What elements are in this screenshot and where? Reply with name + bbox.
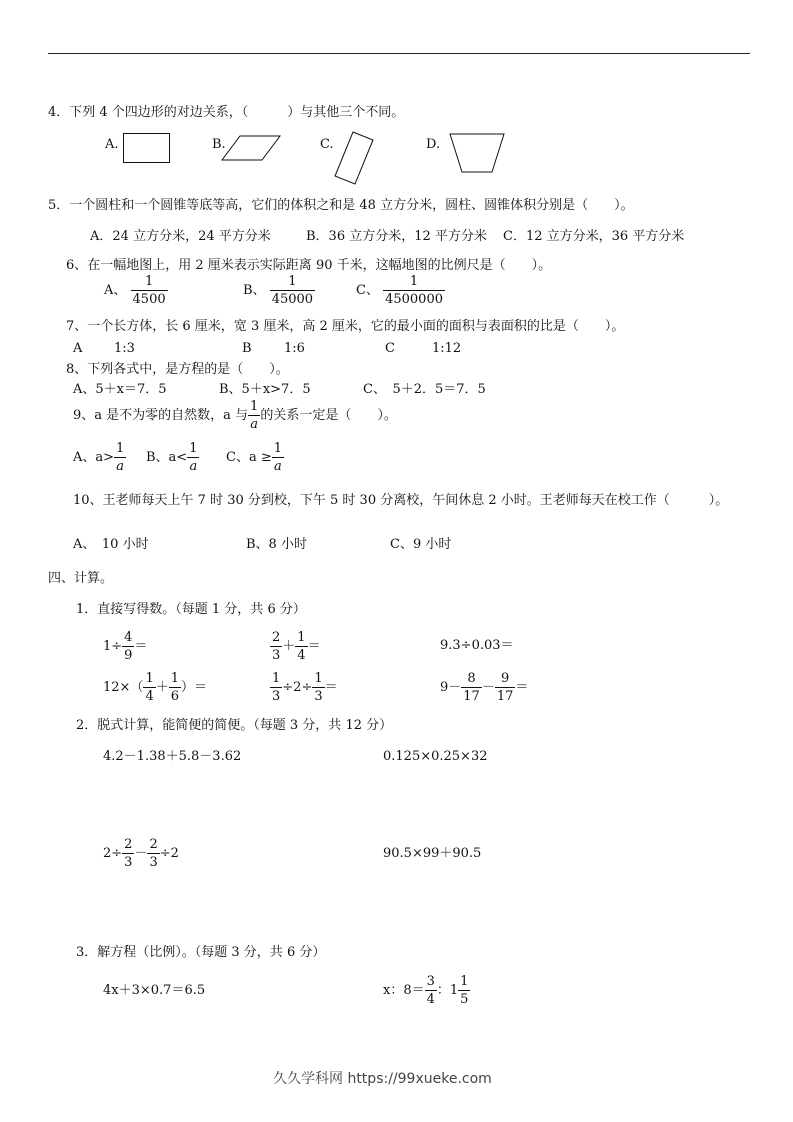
calc1-e5-num2: 1 xyxy=(314,671,323,686)
calc2-e3-den1: 3 xyxy=(124,855,133,870)
subsection-2-title: 2．脱式计算，能简便的简便。（每题 3 分，共 12 分） xyxy=(76,718,393,733)
calc2-expr-1: 4.2－1.38＋5.8－3.62 xyxy=(103,749,242,764)
q6-option-b xyxy=(243,275,315,306)
calc1-e6-den1: 17 xyxy=(463,689,480,704)
q7-c-value: 1:12 xyxy=(432,341,462,356)
calc1-e2-den1: 3 xyxy=(272,648,281,663)
calc1-e6-fraction-1 xyxy=(461,672,482,703)
calc1-e4-op: ＋ xyxy=(155,680,169,695)
calc1-e6-pre: 9－ xyxy=(440,680,462,695)
q10-option-c: C、9 小时 xyxy=(390,537,452,552)
q6-b-den: 45000 xyxy=(271,292,314,307)
calc1-e4-den2: 6 xyxy=(170,689,180,704)
q9-b-label: B、a< xyxy=(146,450,188,465)
q9-option-c xyxy=(226,442,284,473)
q9-num: 1 xyxy=(250,399,259,414)
calc1-e6-post: ＝ xyxy=(515,680,529,695)
calc1-expr-5 xyxy=(270,672,338,703)
calc1-e2-fraction-2 xyxy=(295,631,307,662)
calc3-e2-fraction-1 xyxy=(425,975,437,1006)
calc2-e3-num1: 2 xyxy=(124,837,133,852)
q4-option-c: C. xyxy=(320,137,334,152)
calc1-e5-mid: ÷2÷ xyxy=(282,680,313,695)
calc3-e2-num2: 1 xyxy=(460,974,469,989)
calc1-e5-den1: 3 xyxy=(272,689,281,704)
q6-option-a xyxy=(104,275,168,306)
section-four-title: 四、计算。 xyxy=(48,571,114,586)
q6-b-label: B、 xyxy=(243,283,266,298)
calc1-e6-op: － xyxy=(481,680,495,695)
calc2-e3-num2: 2 xyxy=(149,837,158,852)
calc1-e5-fraction-2 xyxy=(312,672,324,703)
q5-option-a: A．24 立方分米，24 平方分米 xyxy=(90,229,271,244)
q9-b-num: 1 xyxy=(189,441,198,456)
q6-c-label: C、 xyxy=(356,283,379,298)
q8-option-c: C、 5＋2．5＝7．5 xyxy=(363,382,486,397)
calc2-e3-post: ÷2 xyxy=(159,846,179,861)
calc1-e4-fraction-1 xyxy=(143,672,155,703)
q9-text xyxy=(73,400,397,431)
q6-a-num: 1 xyxy=(131,275,168,291)
q6-text: 6、在一幅地图上，用 2 厘米表示实际距离 90 千米，这幅地图的比例尺是（ ）。 xyxy=(66,258,552,273)
q7-c-label: C xyxy=(385,341,395,356)
q7-b-label: B xyxy=(242,341,252,356)
parallelogram-shape xyxy=(220,134,282,162)
q7-text: 7、一个长方体，长 6 厘米，宽 3 厘米，高 2 厘米，它的最小面的面积与表面积的比是（ ）。 xyxy=(66,319,625,334)
calc1-e4-pre: 12×（ xyxy=(103,680,144,695)
q8-option-a: A、5＋x＝7．5 xyxy=(73,382,167,397)
calc1-e6-num2: 9 xyxy=(495,672,516,688)
q9-fraction xyxy=(248,400,260,431)
calc1-e1-den: 9 xyxy=(124,648,133,663)
calc1-e4-post: ）＝ xyxy=(181,680,208,695)
q9-c-fraction xyxy=(272,442,284,473)
q10-text: 10、王老师每天上午 7 时 30 分到校，下午 5 时 30 分离校，午间休息 2 小时。王老师每天在校工作（ ）。 xyxy=(73,493,729,508)
calc1-e2-num1: 2 xyxy=(272,630,281,645)
q6-a-den: 4500 xyxy=(132,292,166,307)
q8-option-b: B、5＋x>7．5 xyxy=(219,382,311,397)
q9-option-b xyxy=(146,442,199,473)
q5-option-c: C．12 立方分米，36 平方分米 xyxy=(503,229,685,244)
q10-option-b: B、8 小时 xyxy=(246,537,307,552)
q4-text: 4．下列 4 个四边形的对边关系，（ ）与其他三个不同。 xyxy=(48,105,405,120)
calc3-expr-2 xyxy=(383,975,470,1006)
calc1-expr-2 xyxy=(270,631,321,662)
q7-a-label: A xyxy=(73,341,83,356)
calc1-e2-num2: 1 xyxy=(297,630,306,645)
q5-text: 5．一个圆柱和一个圆锥等底等高，它们的体积之和是 48 立方分米，圆柱、圆锥体积分别是（ ）。 xyxy=(48,198,634,213)
q4-option-b: B. xyxy=(212,137,226,152)
calc3-e2-fraction-2 xyxy=(458,975,470,1006)
calc1-e4-den1: 4 xyxy=(145,689,154,704)
calc2-e3-fraction-2 xyxy=(147,838,159,869)
q9-a-fraction xyxy=(114,442,126,473)
q9-a-num: 1 xyxy=(116,441,125,456)
calc3-e2-den1: 4 xyxy=(426,992,435,1007)
calc1-expr-1 xyxy=(103,631,147,662)
calc1-e1-num: 4 xyxy=(124,630,133,645)
q7-b-value: 1:6 xyxy=(284,341,305,356)
calc1-e2-den2: 4 xyxy=(297,648,306,663)
q6-c-fraction xyxy=(383,275,445,306)
calc1-e5-fraction-1 xyxy=(270,672,282,703)
subsection-3-title: 3．解方程（比例）。（每题 3 分，共 6 分） xyxy=(76,945,326,960)
q6-c-den: 4500000 xyxy=(385,292,443,307)
q9-post: 的关系一定是（ ）。 xyxy=(260,408,397,423)
calc1-e5-num1: 1 xyxy=(272,671,281,686)
q6-option-c xyxy=(356,275,445,306)
calc1-e1-pre: 1÷ xyxy=(103,639,123,654)
q6-b-num: 1 xyxy=(270,275,315,291)
q9-b-den: a xyxy=(189,459,198,474)
calc1-e1-fraction xyxy=(122,631,134,662)
calc1-e2-post: ＝ xyxy=(307,639,321,654)
q8-text: 8、下列各式中，是方程的是（ ）。 xyxy=(66,362,289,377)
q9-den: a xyxy=(250,417,259,432)
q9-option-a xyxy=(73,442,126,473)
calc1-e4-num2: 1 xyxy=(170,671,180,686)
calc1-expr-4 xyxy=(103,672,207,703)
calc1-e5-post: ＝ xyxy=(324,680,338,695)
q9-a-den: a xyxy=(116,459,125,474)
calc1-expr-3: 9.3÷0.03＝ xyxy=(440,638,514,653)
calc1-e5-den2: 3 xyxy=(314,689,323,704)
calc2-e3-pre: 2÷ xyxy=(103,846,123,861)
calc1-e2-op: ＋ xyxy=(282,639,296,654)
calc2-expr-4: 90.5×99＋90.5 xyxy=(383,846,482,861)
q6-a-label: A、 xyxy=(104,283,127,298)
calc1-e1-post: ＝ xyxy=(134,639,148,654)
calc1-e4-fraction-2 xyxy=(169,672,181,703)
rhombus-shape xyxy=(333,130,377,186)
q7-a-value: 1:3 xyxy=(114,341,135,356)
calc3-e2-den2: 5 xyxy=(460,992,469,1007)
calc1-e6-fraction-2 xyxy=(495,672,516,703)
q5-option-b: B．36 立方分米，12 平方分米 xyxy=(306,229,487,244)
calc3-e2-num1: 3 xyxy=(426,974,435,989)
q10-option-a: A、 10 小时 xyxy=(73,537,149,552)
calc1-expr-6 xyxy=(440,672,528,703)
q9-c-den: a xyxy=(273,459,282,474)
calc2-expr-2: 0.125×0.25×32 xyxy=(383,749,488,764)
calc2-e3-den2: 3 xyxy=(149,855,158,870)
trapezoid-shape xyxy=(448,132,506,174)
calc3-expr-1: 4x＋3×0.7＝6.5 xyxy=(103,983,206,998)
calc1-e4-num1: 1 xyxy=(145,671,154,686)
q6-b-fraction xyxy=(270,275,315,306)
q4-option-d: D. xyxy=(426,137,441,152)
calc3-e2-mid: ：1 xyxy=(436,983,459,998)
rectangle-shape xyxy=(123,133,170,163)
q4-option-a: A. xyxy=(105,137,119,152)
calc2-e3-op: － xyxy=(134,846,148,861)
q9-b-fraction xyxy=(187,442,199,473)
subsection-1-title: 1．直接写得数。（每题 1 分，共 6 分） xyxy=(76,602,306,617)
calc1-e6-num1: 8 xyxy=(461,672,482,688)
header-rule xyxy=(48,53,750,54)
q6-c-num: 1 xyxy=(383,275,445,291)
calc3-e2-pre: x：8＝ xyxy=(383,983,425,998)
q9-c-label: C、a ≥ xyxy=(226,450,272,465)
calc1-e6-den2: 17 xyxy=(496,689,514,704)
q6-a-fraction xyxy=(131,275,168,306)
q9-c-num: 1 xyxy=(273,441,283,456)
calc2-expr-3 xyxy=(103,838,179,869)
calc2-e3-fraction-1 xyxy=(122,838,134,869)
footer-watermark: 久久学科网 https://99xueke.com xyxy=(273,1071,492,1087)
q9-a-label: A、a> xyxy=(73,450,115,465)
calc1-e2-fraction-1 xyxy=(270,631,282,662)
q9-pre: 9、a 是不为零的自然数，a 与 xyxy=(73,408,249,423)
